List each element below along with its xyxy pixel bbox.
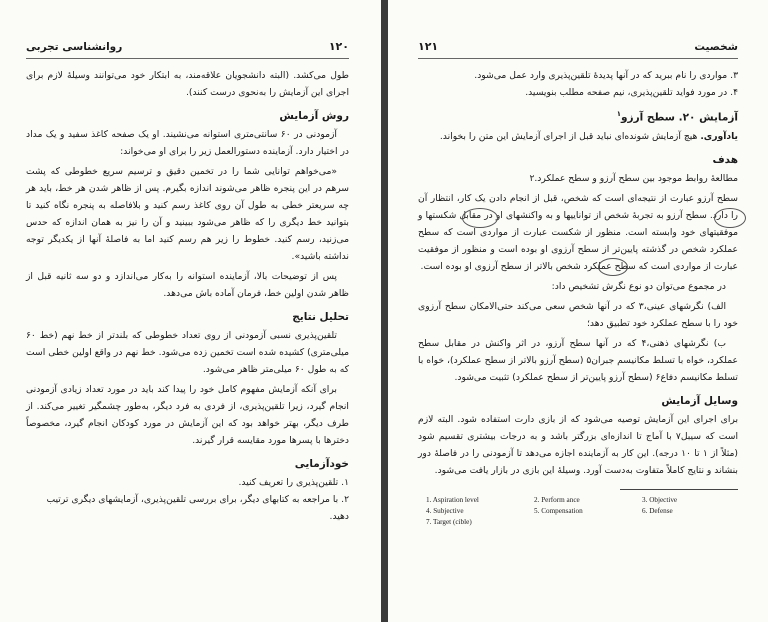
right-running-title: شخصیت bbox=[694, 41, 738, 53]
top-list-item: ۳. مواردی را نام ببرید که در آنها پدیدهٔ تلقین‌پذیری وارد عمل می‌شود. bbox=[474, 70, 738, 81]
reminder-label: یادآوری. bbox=[700, 130, 738, 142]
left-page-number: ۱۲۰ bbox=[328, 40, 349, 53]
goal-paragraph-3: در مجموع می‌توان دو نوع نگرش تشخیص داد: bbox=[551, 280, 726, 292]
results-paragraph-1: تلقین‌پذیری نسبی آزمودنی از روی تعداد خطوطی که بلندتر از خط نهم (خط ۶۰ میلی‌متری) کشیده شده است تخمین زده می‌شود. خط نهم در واقع اولین خطی است که به طول ۶۰ میلی‌متر ظاهر می‌شود. bbox=[26, 330, 349, 375]
left-running-header bbox=[26, 40, 349, 59]
footnote: 2. Perform ance bbox=[534, 495, 580, 504]
reminder-paragraph bbox=[418, 128, 738, 145]
footnote: 5. Compensation bbox=[534, 506, 583, 515]
goal-item-be: ب) نگرشهای ذهنی،۴ که در آنها سطح آرزو، در اثر واکنش در مقابل سطح عملکرد، خواه با تسلط مکانیسم جبران۵ (سطح آرزو بالاتر از سطح عملکرد)، خواه با تسلط مکانیسم دفاع۶ (سطح آرزو پایین‌تر از سطح عملکرد) تثبیت می‌شود. bbox=[418, 337, 738, 383]
footnotes bbox=[426, 495, 738, 528]
left-running-title: روانشناسی تجربی bbox=[26, 41, 123, 53]
method-paragraph-2: پس از توضیحات بالا، آزماینده استوانه را به‌کار می‌اندازد و دو سه ثانیه قبل از ظاهر شدن اولین خط، فرمان آماده باش می‌دهد. bbox=[26, 271, 349, 299]
footnote: 7. Target (cible) bbox=[426, 517, 472, 526]
right-running-header bbox=[418, 40, 738, 59]
self-test-list bbox=[26, 474, 349, 525]
tools-heading: وسایل آزمایش bbox=[661, 394, 738, 407]
experiment-heading bbox=[418, 110, 738, 124]
goal-item-alef: الف) نگرشهای عینی،۳ که در آنها شخص سعی می‌کند حتی‌الامکان سطح آرزوی خود را با سطح عملکرد خود تطبیق دهد؛ bbox=[418, 300, 738, 329]
self-test-heading: خودآزمایی bbox=[294, 458, 349, 470]
method-paragraph-1: آزمودنی در ۶۰ سانتی‌متری استوانه می‌نشیند. او یک صفحه کاغذ سفید و یک مداد در اختیار دارد. آزماینده دستورالعمل زیر را برای او می‌خواند: bbox=[26, 129, 349, 157]
footnote: 1. Aspiration level bbox=[426, 495, 479, 504]
self-test-item: ۲. با مراجعه به کتابهای دیگر، برای بررسی تلقین‌پذیری، آزمایشهای دیگری ترتیب دهید. bbox=[46, 494, 349, 522]
experiment-footnote-ref: ۱ bbox=[616, 110, 621, 118]
footnote: 3. Objective bbox=[642, 495, 678, 504]
right-page-number: ۱۲۱ bbox=[418, 40, 439, 53]
footnote: 4. Subjective bbox=[426, 506, 464, 515]
results-heading: تحلیل نتایج bbox=[292, 311, 349, 323]
method-quote: «می‌خواهم توانایی شما را در تخمین دقیق و ترسیم سریع خطوطی که پشت سرهم در این پنجره ظاهر می‌شوند اندازه بگیرم. پس از ظاهر شدن هر خط، باید هر چه سریعتر خطی به طول آن روی کاغذ رسم کنید و بلافاصله به پنجره نگاه کنید تا بتوانید خط دیگری را که ظاهر می‌شود ببینید و آن را نیز به همان اندازه که حدس می‌زنید، رسم کنید. خطوط را زیر هم رسم کنید اما به فاصلهٔ آنها از یکدیگر توجه نداشته باشید». bbox=[26, 166, 349, 262]
self-test-item: ۱. تلقین‌پذیری را تعریف کنید. bbox=[238, 477, 349, 488]
left-page bbox=[0, 0, 381, 622]
reminder-text: هیچ آزمایش شونده‌ای نباید قبل از اجرای آزمایش این متن را بخواند. bbox=[439, 130, 698, 142]
right-page bbox=[388, 0, 768, 622]
goal-heading: هدف bbox=[712, 153, 738, 166]
experiment-title: آزمایش ۲۰. سطح آرزو bbox=[621, 111, 738, 124]
goal-paragraph-1: مطالعهٔ روابط موجود بین سطح آرزو و سطح عملکرد.۲ bbox=[529, 172, 738, 184]
tools-paragraph: برای اجرای این آزمایش توصیه می‌شود که از بازی دارت استفاده شود. البته لازم است که سیبل۷ با آماج تا اندازه‌ای بزرگتر باشد و به درجات بیشتری تقسیم شود (مثلاً از ۱ تا ۱۰ درجه). این کار به آزماینده اجازه می‌دهد تا آزمودنی را در فاصلهٔ دور بنشاند و نتایج کاملاً متفاوت به‌دست آورد. وسیلهٔ این بازی در بازار یافت می‌شود. bbox=[418, 413, 739, 476]
right-top-list bbox=[418, 67, 738, 101]
top-list-item: ۴. در مورد فواید تلقین‌پذیری، نیم صفحه مطلب بنویسید. bbox=[525, 87, 738, 98]
method-heading: روش آزمایش bbox=[279, 110, 349, 122]
footnote: 6. Defense bbox=[642, 506, 673, 515]
results-paragraph-2: برای آنکه آزمایش مفهوم کامل خود را پیدا کند باید در مورد تعداد زیادی آزمودنی انجام گیرد، زیرا تلقین‌پذیری، از فردی به فرد دیگر، به‌طور چشمگیر تغییر می‌کند. از طرف دیگر، بهتر خواهد بود که این آزمایش در مورد کودکان انجام گیرد، مخصوصاً دخترها با پسرها مورد مقایسه قرار گیرند. bbox=[26, 384, 349, 446]
goal-paragraph-2: سطح آرزو عبارت از نتیجه‌ای است که شخص، قبل از انجام دادن یک کار، انتظار آن را دارد. سطح آرزو به تجربهٔ شخص از تواناییها و به واکنشهای او در مقابل شکستها و موفقیتهای خود وابسته است. منظور از شکست عبارت از مواردی است که سطح عملکرد شخص در گذشته پایین‌تر از سطح آرزوی او بوده است و منظور از موفقیت عبارت از مواردی است که سطح عملکرد شخص بالاتر از سطح آرزوی او بوده است. bbox=[418, 192, 738, 272]
footnote-rule bbox=[620, 489, 738, 490]
left-intro-paragraph: طول می‌کشد. (البته دانشجویان علاقه‌مند، به ابتکار خود می‌توانند وسیلهٔ لازم برای اجرای این آزمایش را به‌نحوی درست کنند). bbox=[26, 70, 349, 98]
